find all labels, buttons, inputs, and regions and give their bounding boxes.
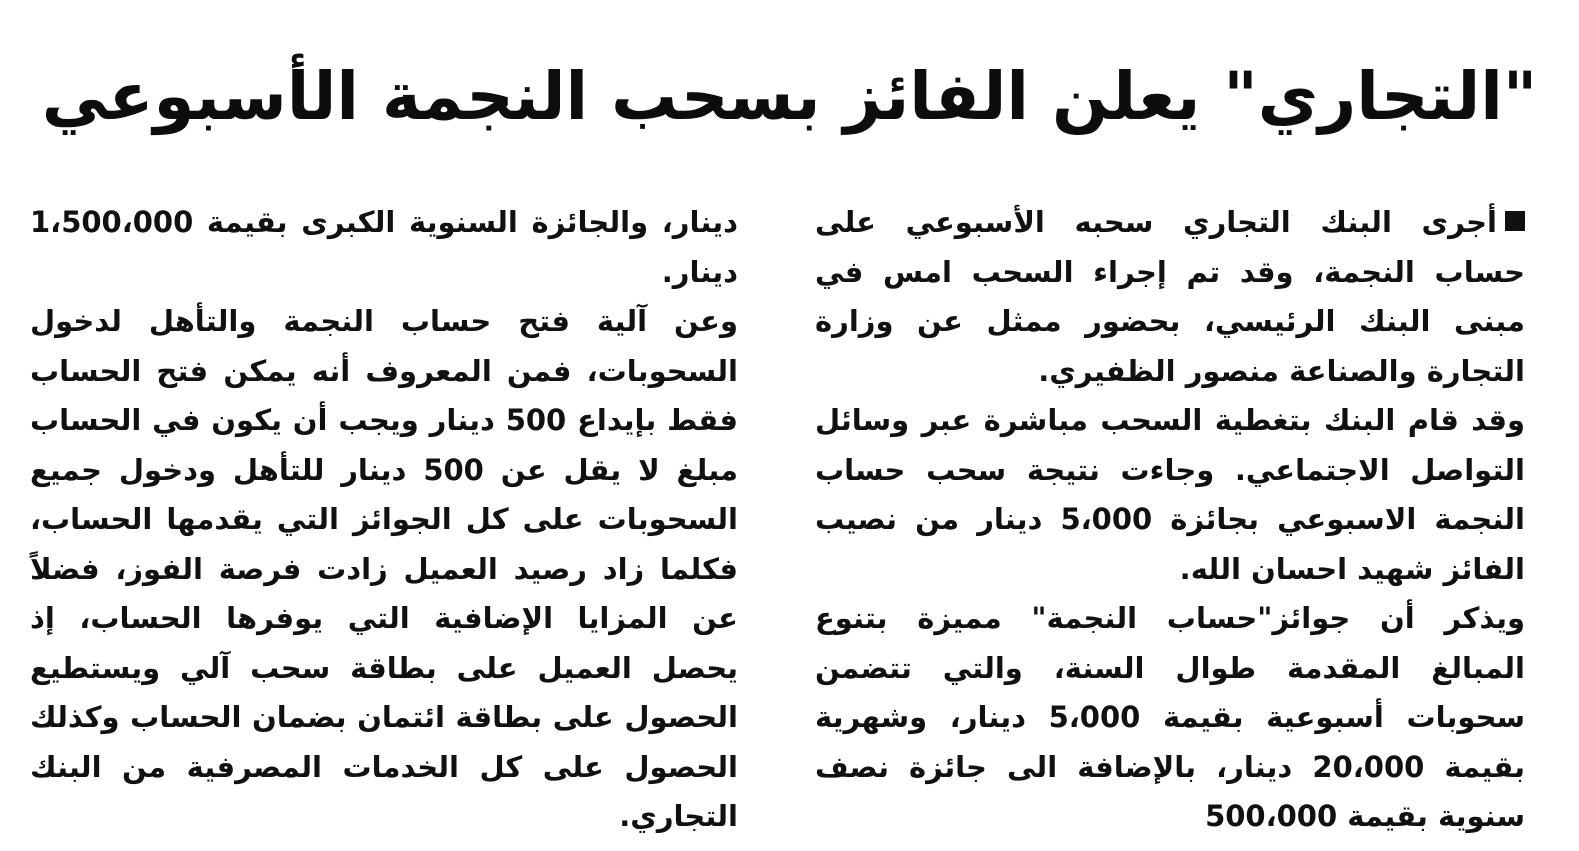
article-paragraph	[30, 297, 738, 842]
article-column-left	[30, 198, 738, 842]
square-bullet-icon	[1505, 211, 1525, 231]
article-headline: "التجاري" يعلن الفائز بسحب النجمة الأسبوعي	[41, 58, 1538, 135]
article-paragraph	[815, 594, 1525, 842]
paragraph-text: وقد قام البنك بتغطية السحب مباشرة عبر وسائل التواصل الاجتماعي. وجاءت نتيجة سحب حساب النجمة الاسبوعي بجائزة 5،000 دينار من نصيب الفائز شهيد احسان الله.	[815, 403, 1525, 586]
paragraph-text: دينار، والجائزة السنوية الكبرى بقيمة 1،500،000 دينار.	[30, 205, 738, 289]
article-paragraph	[815, 396, 1525, 594]
article-paragraph	[815, 198, 1525, 396]
paragraph-text: وعن آلية فتح حساب النجمة والتأهل لدخول السحوبات، فمن المعروف أنه يمكن فتح الحساب فقط بإيداع 500 دينار ويجب أن يكون في الحساب مبلغ لا يقل عن 500 دينار للتأهل ودخول جميع السحوبات على كل الجوائز التي يقدمها الحساب، فكلما زاد رصيد العميل زادت فرصة الفوز، فضلاً عن المزايا الإضافية التي يوفرها الحساب، إذ يحصل العميل على بطاقة سحب آلي ويستطيع الحصول على بطاقة ائتمان بضمان الحساب وكذلك الحصول على كل الخدمات المصرفية من البنك التجاري.	[30, 304, 739, 833]
article-column-right	[815, 198, 1525, 842]
article-paragraph	[30, 198, 738, 297]
paragraph-text: ويذكر أن جوائز"حساب النجمة" مميزة بتنوع المبالغ المقدمة طوال السنة، والتي تتضمن سحوبات أسبوعية بقيمة 5،000 دينار، وشهرية بقيمة 20،000 دينار، بالإضافة الى جائزة نصف سنوية بقيمة 500،000	[815, 601, 1526, 833]
paragraph-text: أجرى البنك التجاري سحبه الأسبوعي على حساب النجمة، وقد تم إجراء السحب امس في مبنى البنك الرئيسي، بحضور ممثل عن وزارة التجارة والصناعة منصور الظفيري.	[815, 205, 1525, 388]
